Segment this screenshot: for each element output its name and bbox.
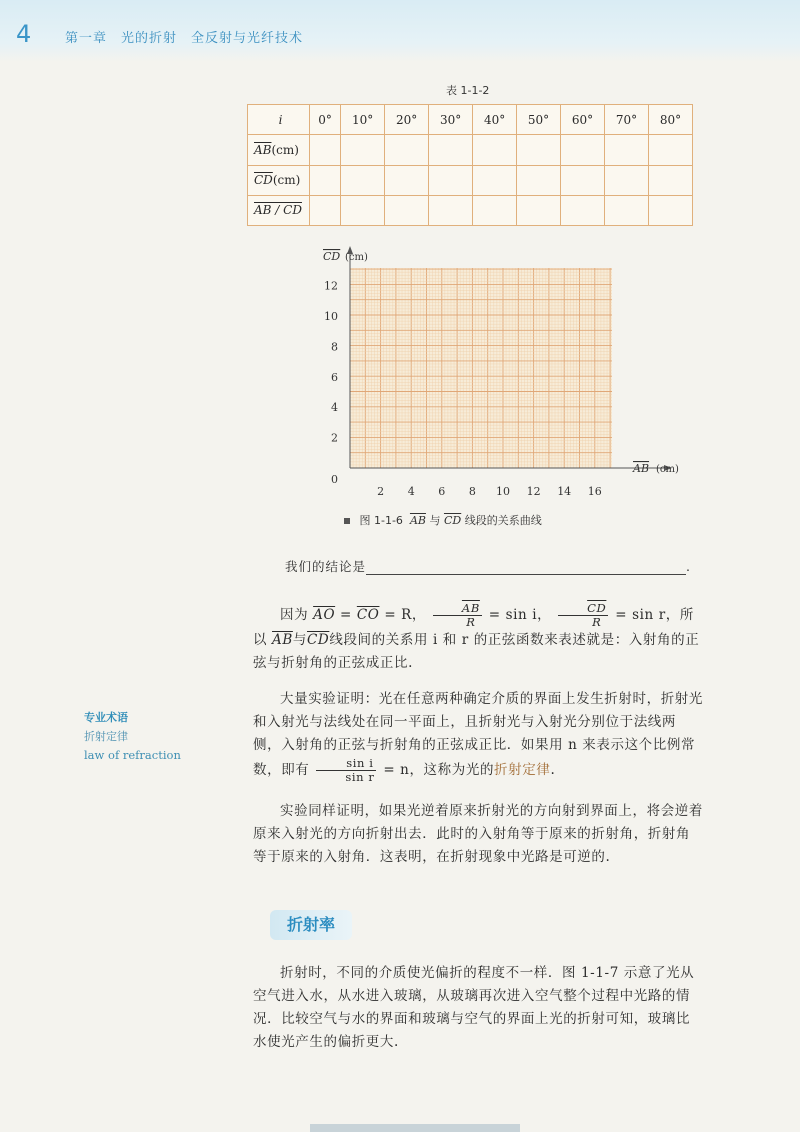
fraction-sin-i-over-sin-r: $\frac{\text{sin i}}{\text{sin r}}$ [316, 757, 376, 784]
y-tick-label: 8 [331, 340, 338, 354]
section-heading-refractive-index: 折射率 [270, 910, 352, 940]
angle-10: 10° [341, 105, 385, 135]
x-tick-label: 14 [557, 485, 572, 498]
y-tick-label: 6 [331, 370, 338, 384]
term-law-of-refraction: 折射定律 [494, 762, 551, 778]
x-tick-label: 2 [377, 485, 385, 498]
table-row-ratio [248, 195, 693, 225]
angle-20: 20° [385, 105, 429, 135]
x-tick-label: 6 [438, 485, 446, 498]
conclusion-blank[interactable] [366, 561, 686, 575]
angle-60: 60° [561, 105, 605, 135]
paragraph-1: 因为 $\overline{AO} = \overline{CO} = R$， $\frac{\overline{AB}}{R}$ = sin i， $\frac{\overline{CD}}{R}$ = sin r，所以 $\overline{AB}$与$\overline{CD}$线段间的关系用 i 和 r 的正弦函数来表述就是：入射角的正弦与折射角的正弦成正比. [253, 601, 700, 671]
y-tick-label: 10 [324, 310, 338, 323]
table-row-cd [248, 165, 693, 195]
y-tick-label: 4 [331, 401, 338, 415]
grid [350, 268, 612, 468]
y-tick-label: 2 [331, 431, 338, 445]
angle-80: 80° [648, 105, 692, 135]
x-axis-unit: (cm) [656, 464, 679, 475]
page-number: 4 [16, 20, 32, 48]
angle-30: 30° [429, 105, 473, 135]
y-tick-label: 0 [331, 473, 338, 486]
fraction-ab-over-r: $\frac{\overline{AB}}{R}$ [433, 602, 482, 629]
chapter-title: 第一章 光的折射 全反射与光纤技术 [65, 31, 304, 46]
paragraph-2: 大量实验证明：光在任意两种确定介质的界面上发生折射时，折射光和入射光与法线处在同一平面上，且折射光与入射光分别位于法线两侧，入射角的正弦与折射角的正弦成正比．如果用 n 来表示这个比例常数，即有 $\frac{\text{sin i}}{\text{sin r}}$ = n，这称为光的折射定律. [253, 691, 703, 784]
row-label-cd: $\overline{CD}(cm)$ [248, 165, 310, 195]
table-row-ab [248, 135, 693, 165]
bottom-strip [310, 1124, 520, 1132]
x-tick-label: 4 [407, 485, 415, 498]
table-header-i: i [248, 105, 310, 135]
side-note-term-en: law of refraction [84, 748, 181, 762]
x-tick-label: 8 [468, 485, 476, 498]
paragraph-3: 实验同样证明，如果光逆着原来折射光的方向射到界面上，将会逆着原来入射光的方向折射出去．此时的入射角等于原来的折射角，折射角等于原来的入射角．这表明，在折射现象中光路是可逆的. [253, 803, 703, 865]
x-tick-label: 16 [587, 485, 602, 498]
data-table [247, 104, 693, 226]
side-note-terminology [84, 708, 181, 765]
y-axis-label: CD [323, 250, 341, 263]
fraction-cd-over-r: $\frac{\overline{CD}}{R}$ [558, 602, 608, 629]
paragraph-4: 折射时，不同的介质使光偏折的程度不一样．图 1-1-7 示意了光从空气进入水，从水进入玻璃，从玻璃再次进入空气整个过程中光路的情况．比较空气与水的界面和玻璃与空气的界面上光的折射可知，玻璃比水使光产生的偏折更大. [253, 965, 695, 1050]
grid-background [350, 268, 612, 468]
side-note-title: 专业术语 [84, 711, 128, 724]
graph-paper-chart [300, 240, 700, 540]
side-note-term-cn: 折射定律 [84, 730, 128, 743]
row-label-ab: $\overline{AB}(cm)$ [248, 135, 310, 165]
table-header-row [248, 105, 693, 135]
y-axis-unit: (cm) [345, 252, 368, 263]
row-label-ratio: AB / CD [248, 195, 310, 225]
figure-caption: 图 1-1-6 $\overline{AB}$ 与 $\overline{CD}$ 线段的关系曲线 [344, 512, 542, 528]
table-caption: 表 1-1-2 [446, 84, 490, 97]
angle-0: 0° [310, 105, 341, 135]
x-tick-label: 10 [496, 485, 510, 498]
angle-50: 50° [517, 105, 561, 135]
angle-40: 40° [473, 105, 517, 135]
conclusion-line: 我们的结论是 . [285, 559, 691, 574]
y-tick-label: 12 [324, 279, 338, 293]
caption-bullet [344, 518, 350, 524]
angle-70: 70° [605, 105, 649, 135]
x-axis-label: AB [633, 462, 650, 475]
x-tick-label: 12 [526, 485, 541, 498]
